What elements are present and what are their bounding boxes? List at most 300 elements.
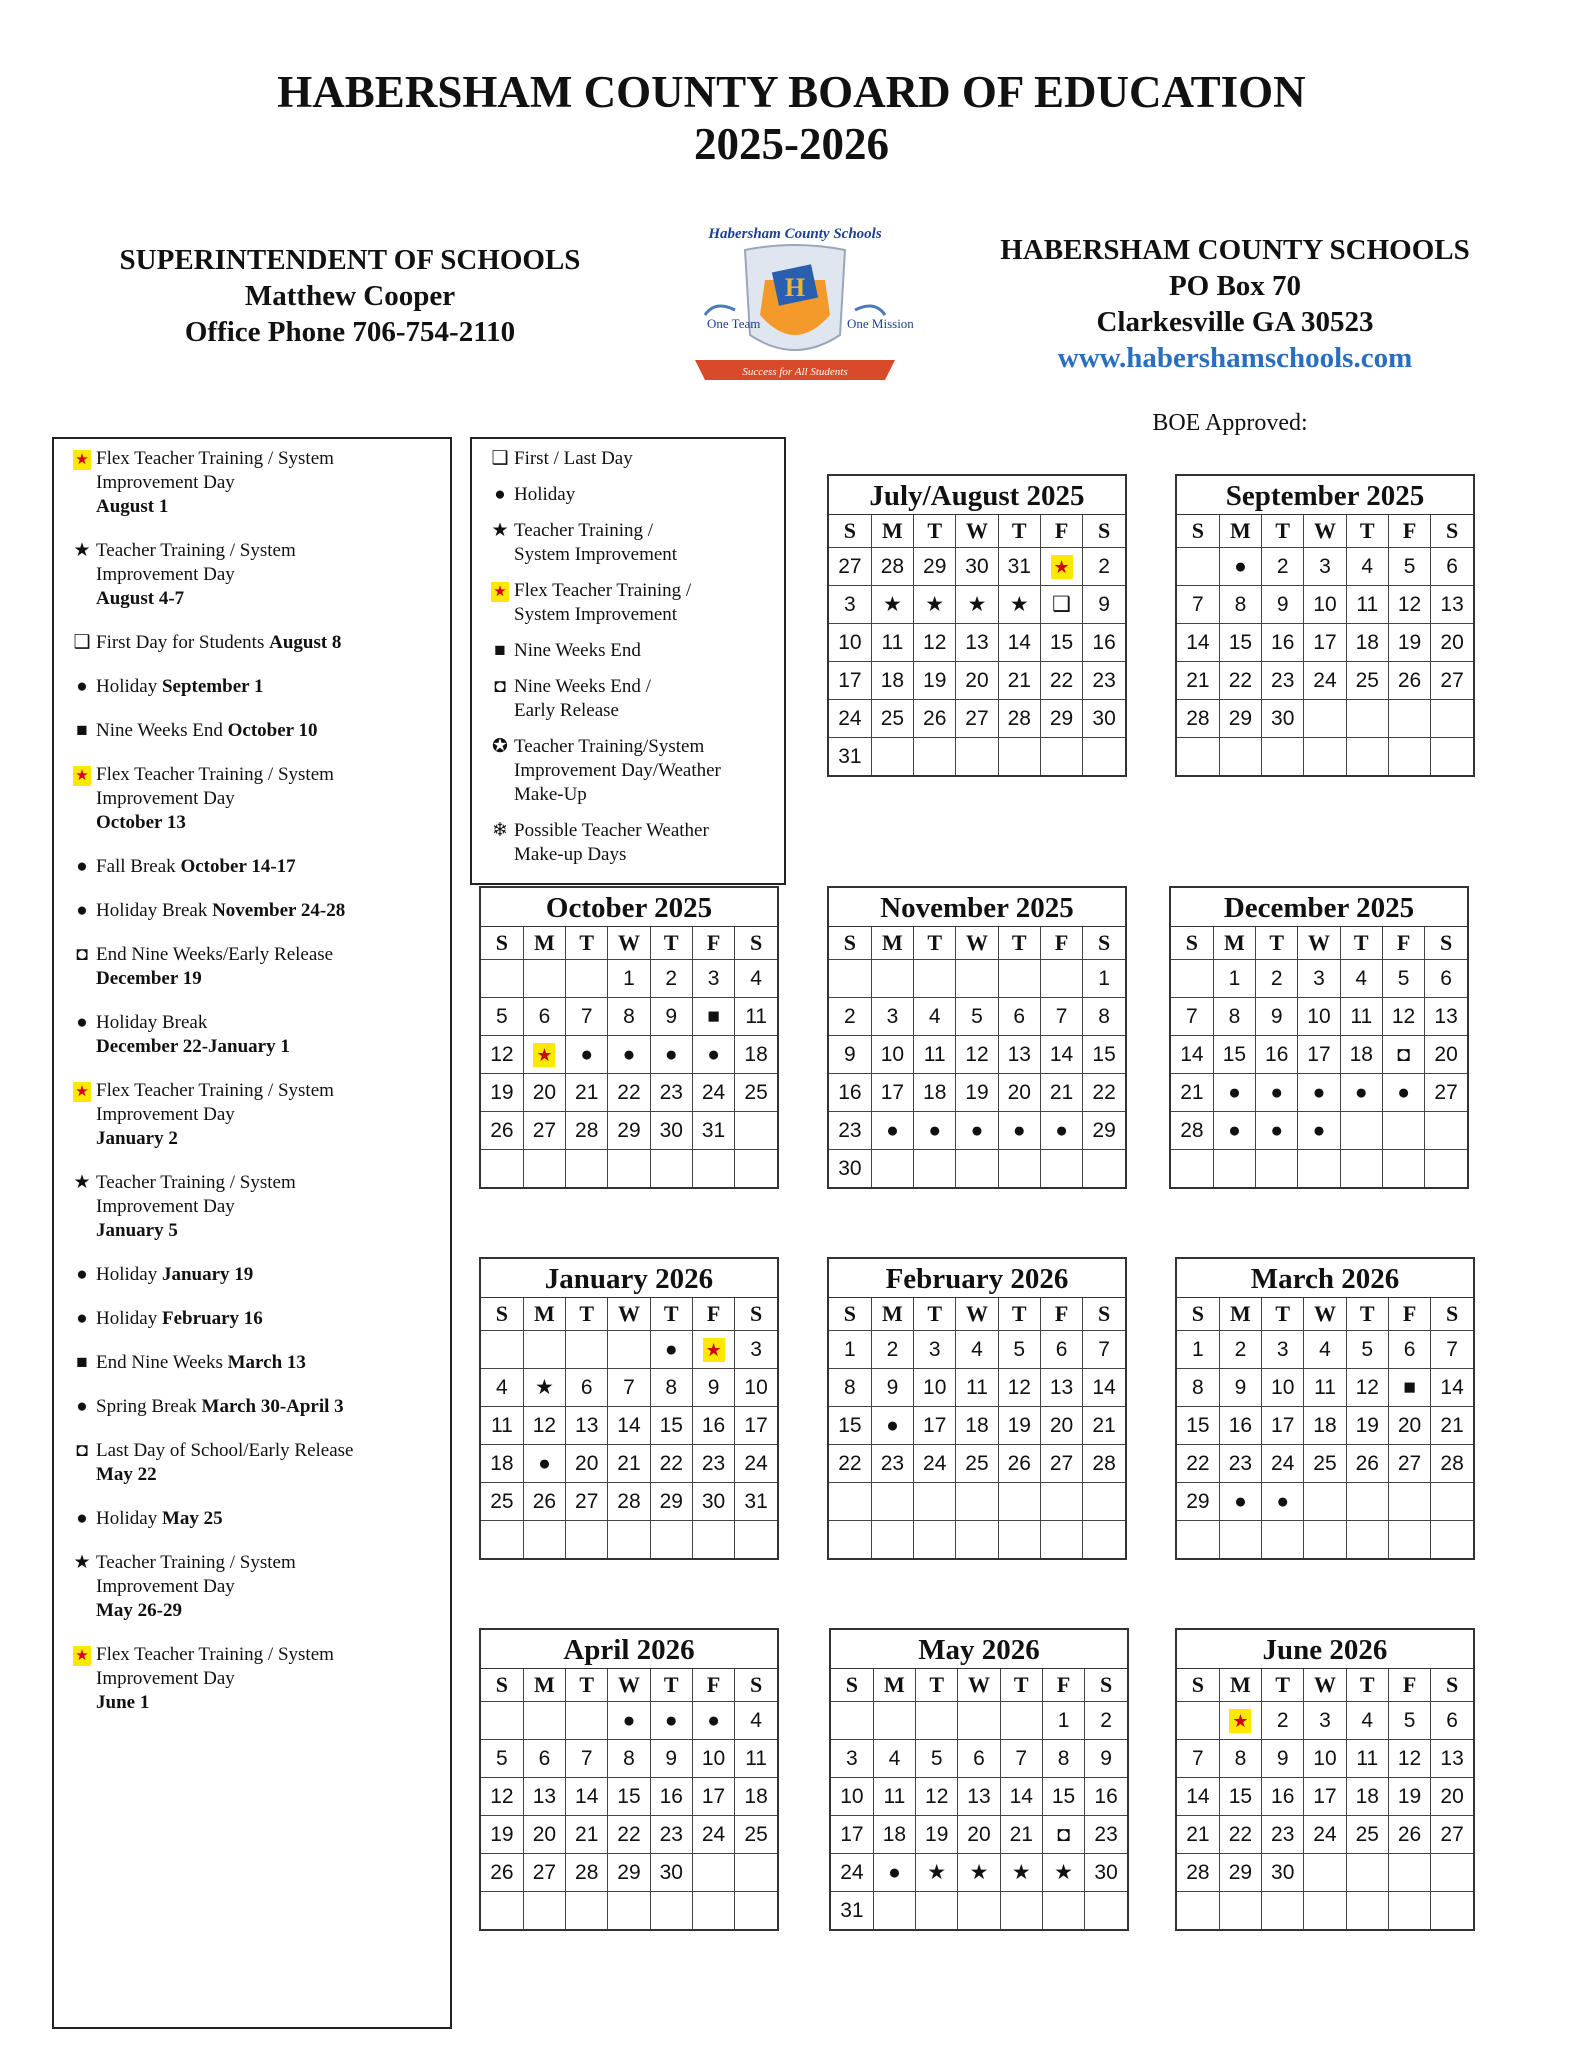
day-cell: 24 (1304, 1816, 1346, 1854)
day-cell: 3 (831, 1740, 873, 1778)
weekday-header: S (735, 927, 777, 960)
day-cell: 21 (566, 1074, 608, 1112)
day-cell: 17 (871, 1074, 913, 1112)
day-cell: 26 (481, 1854, 523, 1892)
day-cell: 13 (1040, 1369, 1082, 1407)
day-cell: 22 (1083, 1074, 1125, 1112)
key-text-line: Improvement Day (96, 1576, 235, 1597)
school-year: 2025-2026 (694, 119, 889, 169)
key-date: October 14-17 (180, 856, 296, 877)
weekday-header: S (829, 515, 871, 548)
empty-cell (566, 1150, 608, 1188)
day-cell: 30 (1085, 1854, 1127, 1892)
weekday-header: M (523, 1669, 565, 1702)
empty-cell (1040, 1521, 1082, 1559)
empty-cell (1425, 1112, 1467, 1150)
key-item (72, 855, 450, 879)
holiday-cell: ● (956, 1112, 998, 1150)
day-cell: 17 (1262, 1407, 1304, 1445)
day-cell: 25 (1304, 1445, 1346, 1483)
day-cell: 11 (871, 624, 913, 662)
weekday-header: T (998, 927, 1040, 960)
key-date: January 2 (96, 1128, 178, 1149)
empty-cell (1382, 1150, 1424, 1188)
day-cell: 22 (608, 1816, 650, 1854)
day-cell: 8 (1177, 1369, 1219, 1407)
week-row (1177, 1816, 1473, 1854)
weekday-header: T (1256, 927, 1298, 960)
legend-text-line: Make-Up (514, 784, 587, 805)
day-cell: 27 (1425, 1074, 1467, 1112)
dot-icon: ● (76, 900, 88, 921)
empty-cell (1304, 1521, 1346, 1559)
day-cell: 2 (1083, 548, 1125, 586)
day-cell: 12 (1346, 1369, 1388, 1407)
month-calendar (1175, 1628, 1475, 1931)
month-title: September 2025 (1177, 476, 1473, 515)
empty-cell (1042, 1892, 1084, 1930)
day-cell: 20 (998, 1074, 1040, 1112)
key-item (72, 899, 450, 923)
day-cell: 31 (829, 738, 871, 776)
week-row (829, 738, 1125, 776)
key-item (72, 447, 450, 519)
day-cell: 23 (692, 1445, 734, 1483)
day-cell: 12 (1388, 1740, 1430, 1778)
day-cell: 22 (1040, 662, 1082, 700)
day-cell: 31 (692, 1112, 734, 1150)
week-row (1177, 662, 1473, 700)
weekday-header: F (1042, 1669, 1084, 1702)
key-text-line: Improvement Day (96, 564, 235, 585)
day-cell: 27 (1431, 662, 1473, 700)
day-cell: 16 (829, 1074, 871, 1112)
month-calendar (827, 474, 1127, 777)
key-date: March 13 (227, 1352, 306, 1373)
day-cell: 25 (735, 1816, 777, 1854)
key-text: Teacher Training / System (96, 1172, 296, 1193)
day-cell: 8 (1219, 586, 1261, 624)
empty-cell (1346, 1521, 1388, 1559)
day-cell: 16 (1262, 624, 1304, 662)
holiday-cell: ● (1340, 1074, 1382, 1112)
month-title: March 2026 (1177, 1259, 1473, 1298)
weekday-header: S (735, 1298, 777, 1331)
empty-cell (1346, 1854, 1388, 1892)
day-cell: 5 (916, 1740, 958, 1778)
day-cell: 14 (1171, 1036, 1213, 1074)
key-text: Flex Teacher Training / System (96, 764, 334, 785)
day-cell: 13 (566, 1407, 608, 1445)
month-calendar (1175, 1257, 1475, 1560)
star-icon: ★ (73, 1552, 91, 1573)
key-date: August 8 (269, 632, 342, 653)
day-cell: 9 (1256, 998, 1298, 1036)
day-cell: 6 (958, 1740, 1000, 1778)
week-row (1177, 1331, 1473, 1369)
day-cell: 20 (1425, 1036, 1467, 1074)
key-item (72, 1263, 450, 1287)
month-title: January 2026 (481, 1259, 777, 1298)
empty-cell (1388, 1521, 1430, 1559)
empty-cell (608, 1331, 650, 1369)
day-cell: 21 (998, 662, 1040, 700)
weekday-header: T (1340, 927, 1382, 960)
day-cell: 2 (650, 960, 692, 998)
superintendent-heading: SUPERINTENDENT OF SCHOOLS (119, 244, 581, 276)
day-cell: 21 (1083, 1407, 1125, 1445)
weekday-header: T (998, 515, 1040, 548)
day-cell: 28 (566, 1854, 608, 1892)
day-cell: 15 (1083, 1036, 1125, 1074)
week-row (1177, 738, 1473, 776)
day-cell: 11 (873, 1778, 915, 1816)
week-row (481, 998, 777, 1036)
day-cell: 5 (1382, 960, 1424, 998)
day-cell: 9 (1262, 1740, 1304, 1778)
day-cell: 8 (608, 998, 650, 1036)
day-cell: 11 (1346, 586, 1388, 624)
week-row (829, 1112, 1125, 1150)
empty-cell (1256, 1150, 1298, 1188)
legend-item (490, 483, 784, 507)
day-cell: 29 (608, 1854, 650, 1892)
empty-cell (1346, 700, 1388, 738)
day-cell: 3 (692, 960, 734, 998)
day-cell: 30 (956, 548, 998, 586)
weekday-header: T (1346, 1669, 1388, 1702)
key-text: Holiday September 1 (96, 676, 264, 697)
flex-star-icon: ★ (1051, 555, 1073, 579)
day-cell: 3 (1262, 1331, 1304, 1369)
city-state-zip: Clarkesville GA 30523 (1096, 306, 1374, 338)
day-cell: 17 (914, 1407, 956, 1445)
day-cell: 13 (523, 1778, 565, 1816)
weekday-header: S (1177, 1298, 1219, 1331)
holiday-cell: ● (1213, 1074, 1255, 1112)
logo-right-text: One Mission (847, 316, 914, 331)
week-row (481, 1369, 777, 1407)
week-row (1171, 1150, 1467, 1188)
weekday-header: M (1219, 1298, 1261, 1331)
day-cell: 2 (1256, 960, 1298, 998)
key-item (72, 1011, 450, 1059)
day-cell: 14 (1177, 624, 1219, 662)
empty-cell (523, 960, 565, 998)
day-cell: 19 (1388, 1778, 1430, 1816)
empty-cell (523, 1702, 565, 1740)
weekday-header: M (1219, 1669, 1261, 1702)
holiday-cell: ● (1040, 1112, 1082, 1150)
day-cell: 27 (1388, 1445, 1430, 1483)
key-text: Spring Break March 30-April 3 (96, 1396, 344, 1417)
training-day-cell: ★ (523, 1369, 565, 1407)
training-day-cell: ★ (871, 586, 913, 624)
key-date: October 10 (227, 720, 318, 741)
month-calendar (829, 1628, 1129, 1931)
day-cell: 24 (1304, 662, 1346, 700)
key-item (72, 1551, 450, 1623)
logo-banner-text: Success for All Students (742, 366, 848, 378)
week-row (1177, 1445, 1473, 1483)
month-title: February 2026 (829, 1259, 1125, 1298)
empty-cell (1177, 1702, 1219, 1740)
key-text: Holiday January 19 (96, 1264, 254, 1285)
day-cell: 6 (1431, 548, 1473, 586)
training-day-cell: ★ (1042, 1854, 1084, 1892)
weekday-header: T (998, 1298, 1040, 1331)
key-item (72, 719, 450, 743)
day-cell: 15 (1219, 1778, 1261, 1816)
day-cell: 10 (1262, 1369, 1304, 1407)
superintendent-name: Matthew Cooper (244, 280, 456, 312)
weekday-header: S (829, 927, 871, 960)
empty-cell (871, 738, 913, 776)
key-date: September 1 (161, 676, 264, 697)
key-text-line: Improvement Day (96, 1196, 235, 1217)
empty-cell (873, 1892, 915, 1930)
day-cell: 28 (1171, 1112, 1213, 1150)
day-cell: 18 (956, 1407, 998, 1445)
holiday-cell: ● (871, 1112, 913, 1150)
flex-star-icon: ★ (490, 579, 510, 603)
empty-cell (956, 960, 998, 998)
key-text: End Nine Weeks March 13 (96, 1352, 306, 1373)
day-cell: 13 (998, 1036, 1040, 1074)
legend-text-line: Improvement Day/Weather (514, 760, 721, 781)
empty-cell (1083, 1483, 1125, 1521)
empty-cell (1262, 1892, 1304, 1930)
month-title: October 2025 (481, 888, 777, 927)
week-row (1171, 960, 1467, 998)
day-cell: 29 (650, 1483, 692, 1521)
boe-approved: BOE Approved: (1152, 410, 1308, 436)
day-cell: 7 (1171, 998, 1213, 1036)
day-cell: 10 (692, 1740, 734, 1778)
day-cell: 26 (998, 1445, 1040, 1483)
legend-item (490, 675, 784, 723)
day-cell: 2 (1219, 1331, 1261, 1369)
month-title: November 2025 (829, 888, 1125, 927)
day-cell: 18 (873, 1816, 915, 1854)
empty-cell (735, 1112, 777, 1150)
weekday-header: T (914, 1298, 956, 1331)
empty-cell (956, 1150, 998, 1188)
flex-star-icon: ★ (72, 447, 92, 471)
empty-cell (1431, 700, 1473, 738)
empty-cell (1304, 738, 1346, 776)
day-cell: 17 (831, 1816, 873, 1854)
district-name: HABERSHAM COUNTY SCHOOLS (1000, 234, 1470, 266)
day-cell: 27 (1040, 1445, 1082, 1483)
flex-day-cell (1219, 1702, 1261, 1740)
dot-icon: ● (494, 484, 506, 505)
key-text: Holiday Break November 24-28 (96, 900, 346, 921)
training-day-cell: ★ (998, 586, 1040, 624)
day-cell: 31 (998, 548, 1040, 586)
empty-cell (481, 1331, 523, 1369)
day-cell: 6 (1040, 1331, 1082, 1369)
open-square-icon: ❑ (73, 632, 91, 653)
week-row (481, 1892, 777, 1930)
day-cell: 17 (1304, 624, 1346, 662)
district-website-link[interactable]: www.habershamschools.com (1057, 342, 1413, 374)
month-calendar (1169, 886, 1469, 1189)
key-text-line: Improvement Day (96, 1668, 235, 1689)
empty-cell (914, 1521, 956, 1559)
day-cell: 21 (608, 1445, 650, 1483)
empty-cell (1425, 1150, 1467, 1188)
day-cell: 27 (566, 1483, 608, 1521)
weekday-header: F (692, 1669, 734, 1702)
day-cell: 11 (914, 1036, 956, 1074)
day-cell: 4 (735, 1702, 777, 1740)
day-cell: 22 (1219, 662, 1261, 700)
nine-weeks-end-cell: ■ (692, 998, 734, 1036)
holiday-cell: ● (1256, 1112, 1298, 1150)
week-row (831, 1740, 1127, 1778)
day-cell: 16 (1262, 1778, 1304, 1816)
day-cell: 3 (735, 1331, 777, 1369)
weekday-header: T (566, 1298, 608, 1331)
month-calendar (479, 1628, 779, 1931)
day-cell: 19 (481, 1074, 523, 1112)
weekday-header: S (1425, 927, 1467, 960)
day-cell: 21 (1177, 662, 1219, 700)
circled-star-icon: ✪ (492, 736, 508, 757)
empty-cell (1431, 738, 1473, 776)
day-cell: 10 (1304, 1740, 1346, 1778)
week-row (1177, 1892, 1473, 1930)
weekday-header: W (608, 927, 650, 960)
weekday-header: F (1382, 927, 1424, 960)
training-day-cell: ★ (916, 1854, 958, 1892)
week-row (481, 1331, 777, 1369)
day-cell: 7 (608, 1369, 650, 1407)
week-row (1177, 548, 1473, 586)
day-cell: 11 (735, 1740, 777, 1778)
weekday-header: W (1304, 1298, 1346, 1331)
week-row (829, 1036, 1125, 1074)
day-cell: 26 (1388, 662, 1430, 700)
key-text-line: Improvement Day (96, 1104, 235, 1125)
day-cell: 2 (1262, 1702, 1304, 1740)
week-row (481, 1521, 777, 1559)
key-text: Teacher Training / System (96, 540, 296, 561)
weekday-header: F (1388, 515, 1430, 548)
week-row (829, 1521, 1125, 1559)
day-cell: 21 (1177, 1816, 1219, 1854)
day-cell: 15 (1042, 1778, 1084, 1816)
flex-day-cell (523, 1036, 565, 1074)
day-cell: 23 (1219, 1445, 1261, 1483)
empty-cell (871, 1150, 913, 1188)
empty-cell (481, 1150, 523, 1188)
day-cell: 18 (1346, 1778, 1388, 1816)
inverse-square-icon: ◘ (76, 944, 88, 965)
day-cell: 4 (873, 1740, 915, 1778)
day-cell: 30 (1083, 700, 1125, 738)
week-row (829, 1074, 1125, 1112)
weekday-header: T (1262, 1669, 1304, 1702)
weekday-header: S (829, 1298, 871, 1331)
day-cell: 20 (1040, 1407, 1082, 1445)
empty-cell (1340, 1150, 1382, 1188)
month-calendar (827, 1257, 1127, 1560)
day-cell: 14 (608, 1407, 650, 1445)
day-cell: 14 (1431, 1369, 1473, 1407)
key-item (72, 1351, 450, 1375)
day-cell: 12 (523, 1407, 565, 1445)
day-cell: 1 (1177, 1331, 1219, 1369)
flex-day-cell (1040, 548, 1082, 586)
week-row (831, 1702, 1127, 1740)
legend-text: Nine Weeks End / (514, 676, 651, 697)
weekday-header: S (1431, 1298, 1473, 1331)
weekday-header: M (523, 927, 565, 960)
weekday-header: M (871, 1298, 913, 1331)
day-cell: 10 (1304, 586, 1346, 624)
week-row (831, 1778, 1127, 1816)
empty-cell (608, 1150, 650, 1188)
dot-icon: ● (76, 856, 88, 877)
weekday-header: M (871, 927, 913, 960)
key-text: First Day for Students August 8 (96, 632, 342, 653)
empty-cell (831, 1702, 873, 1740)
day-cell: 4 (1304, 1331, 1346, 1369)
weekday-header: S (1085, 1669, 1127, 1702)
weekday-header: S (481, 1669, 523, 1702)
legend-item (490, 447, 784, 471)
week-row (1177, 1483, 1473, 1521)
legend-text-line: System Improvement (514, 544, 678, 565)
symbol-legend (470, 437, 786, 885)
day-cell: 4 (1346, 548, 1388, 586)
empty-cell (1298, 1150, 1340, 1188)
day-cell: 21 (1171, 1074, 1213, 1112)
week-row (481, 1074, 777, 1112)
weekday-header: M (873, 1669, 915, 1702)
month-calendar (827, 886, 1127, 1189)
weekday-header: S (1177, 1669, 1219, 1702)
empty-cell (650, 1892, 692, 1930)
week-row (481, 1740, 777, 1778)
day-cell: 28 (1431, 1445, 1473, 1483)
key-text: Holiday Break (96, 1012, 208, 1033)
empty-cell (1388, 1892, 1430, 1930)
key-item (72, 763, 450, 835)
day-cell: 7 (1177, 586, 1219, 624)
holiday-cell: ● (523, 1445, 565, 1483)
key-item (72, 1395, 450, 1419)
weekday-header: S (1083, 515, 1125, 548)
day-cell: 1 (1042, 1702, 1084, 1740)
empty-cell (1177, 1521, 1219, 1559)
legend-text: Teacher Training/System (514, 736, 705, 757)
day-cell: 27 (829, 548, 871, 586)
week-row (1177, 700, 1473, 738)
holiday-cell: ● (608, 1036, 650, 1074)
empty-cell (1431, 1483, 1473, 1521)
day-cell: 24 (735, 1445, 777, 1483)
empty-cell (608, 1892, 650, 1930)
day-cell: 24 (831, 1854, 873, 1892)
day-cell: 16 (650, 1778, 692, 1816)
weekday-header: W (608, 1298, 650, 1331)
empty-cell (523, 1150, 565, 1188)
day-cell: 9 (1083, 586, 1125, 624)
snowflake-icon: ❄ (492, 820, 508, 841)
